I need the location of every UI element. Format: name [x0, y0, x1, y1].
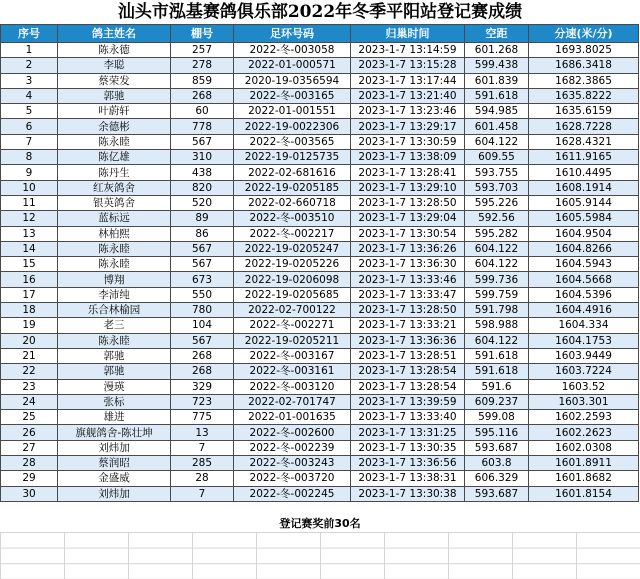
cell-rank: 22 — [1, 364, 58, 379]
cell-ring: 2022-冬-002600 — [234, 425, 351, 440]
cell-rank: 2 — [1, 58, 58, 73]
table-row — [1, 318, 639, 333]
cell-distance: 598.988 — [465, 318, 529, 333]
cell-arrival: 2023-1-7 13:29:04 — [351, 211, 465, 226]
cell-speed: 1604.334 — [529, 318, 639, 333]
cell-speed: 1605.5984 — [529, 211, 639, 226]
cell-speed: 1686.3418 — [529, 58, 639, 73]
cell-rank: 5 — [1, 104, 58, 119]
cell-ring: 2022-冬-003058 — [234, 43, 351, 58]
cell-rank: 19 — [1, 318, 58, 333]
cell-speed: 1635.6159 — [529, 104, 639, 119]
cell-distance: 594.985 — [465, 104, 529, 119]
cell-loft: 13 — [171, 425, 234, 440]
cell-rank: 17 — [1, 287, 58, 302]
cell-distance: 604.122 — [465, 241, 529, 256]
cell-ring: 2022-02-660718 — [234, 195, 351, 210]
cell-speed: 1602.0308 — [529, 440, 639, 455]
cell-arrival: 2023-1-7 13:36:26 — [351, 241, 465, 256]
cell-distance: 599.736 — [465, 272, 529, 287]
cell-owner: 郭驰 — [58, 364, 171, 379]
cell-speed: 1603.7224 — [529, 364, 639, 379]
cell-ring: 2022-冬-003167 — [234, 348, 351, 363]
cell-arrival: 2023-1-7 13:28:50 — [351, 195, 465, 210]
cell-owner: 陈永睦 — [58, 241, 171, 256]
table-row — [1, 394, 639, 409]
cell-speed: 1604.5943 — [529, 257, 639, 272]
cell-distance: 604.122 — [465, 257, 529, 272]
cell-speed: 1601.8682 — [529, 471, 639, 486]
table-row — [1, 348, 639, 363]
cell-arrival: 2023-1-7 13:29:10 — [351, 180, 465, 195]
cell-speed: 1635.8222 — [529, 88, 639, 103]
cell-rank: 23 — [1, 379, 58, 394]
cell-speed: 1601.8911 — [529, 456, 639, 471]
cell-distance: 599.08 — [465, 410, 529, 425]
cell-distance: 603.8 — [465, 456, 529, 471]
cell-loft: 775 — [171, 410, 234, 425]
table-row — [1, 287, 639, 302]
cell-speed: 1611.9165 — [529, 150, 639, 165]
cell-rank: 26 — [1, 425, 58, 440]
cell-speed: 1693.8025 — [529, 43, 639, 58]
footer-note: 登记赛奖前30名 — [279, 517, 361, 530]
cell-speed: 1628.4321 — [529, 134, 639, 149]
cell-rank: 1 — [1, 43, 58, 58]
cell-distance: 604.122 — [465, 134, 529, 149]
cell-owner: 陈永德 — [58, 43, 171, 58]
cell-owner: 银英鸽舍 — [58, 195, 171, 210]
cell-speed: 1604.1753 — [529, 333, 639, 348]
cell-distance: 591.618 — [465, 348, 529, 363]
table-row — [1, 410, 639, 425]
table-row — [1, 257, 639, 272]
cell-rank: 3 — [1, 73, 58, 88]
cell-arrival: 2023-1-7 13:30:54 — [351, 226, 465, 241]
cell-owner: 金盛威 — [58, 471, 171, 486]
cell-rank: 7 — [1, 134, 58, 149]
cell-ring: 2022-冬-003565 — [234, 134, 351, 149]
cell-owner: 雄进 — [58, 410, 171, 425]
cell-loft: 520 — [171, 195, 234, 210]
cell-speed: 1604.8266 — [529, 241, 639, 256]
cell-owner: 陈永睦 — [58, 333, 171, 348]
cell-owner: 余德彬 — [58, 119, 171, 134]
cell-loft: 859 — [171, 73, 234, 88]
cell-distance: 609.237 — [465, 394, 529, 409]
results-body — [1, 43, 639, 502]
cell-distance: 601.268 — [465, 43, 529, 58]
table-row — [1, 43, 639, 58]
cell-ring: 2022-冬-002245 — [234, 486, 351, 501]
cell-arrival: 2023-1-7 13:39:59 — [351, 394, 465, 409]
cell-owner: 蔡润昭 — [58, 456, 171, 471]
cell-loft: 7 — [171, 486, 234, 501]
cell-arrival: 2023-1-7 13:36:56 — [351, 456, 465, 471]
cell-ring: 2022-19-0205685 — [234, 287, 351, 302]
cell-ring: 2022-冬-002239 — [234, 440, 351, 455]
cell-distance: 599.438 — [465, 58, 529, 73]
header-loft: 棚号 — [171, 25, 234, 43]
cell-owner: 陈永睦 — [58, 257, 171, 272]
cell-loft: 268 — [171, 348, 234, 363]
header-rank: 序号 — [1, 25, 58, 43]
cell-speed: 1604.5396 — [529, 287, 639, 302]
cell-loft: 778 — [171, 119, 234, 134]
table-row — [1, 119, 639, 134]
cell-rank: 18 — [1, 303, 58, 318]
cell-speed: 1603.9449 — [529, 348, 639, 363]
cell-speed: 1603.301 — [529, 394, 639, 409]
cell-distance: 593.687 — [465, 486, 529, 501]
cell-loft: 673 — [171, 272, 234, 287]
cell-arrival: 2023-1-7 13:38:31 — [351, 471, 465, 486]
cell-speed: 1601.8154 — [529, 486, 639, 501]
cell-rank: 15 — [1, 257, 58, 272]
cell-rank: 12 — [1, 211, 58, 226]
cell-rank: 16 — [1, 272, 58, 287]
table-row — [1, 456, 639, 471]
cell-distance: 604.122 — [465, 333, 529, 348]
cell-distance: 593.755 — [465, 165, 529, 180]
cell-arrival: 2023-1-7 13:15:28 — [351, 58, 465, 73]
header-row — [1, 25, 639, 43]
cell-arrival: 2023-1-7 13:33:40 — [351, 410, 465, 425]
table-row — [1, 333, 639, 348]
cell-arrival: 2023-1-7 13:33:46 — [351, 272, 465, 287]
cell-distance: 601.839 — [465, 73, 529, 88]
cell-ring: 2022-02-681616 — [234, 165, 351, 180]
cell-speed: 1604.5668 — [529, 272, 639, 287]
cell-speed: 1602.2593 — [529, 410, 639, 425]
sheet-title: 汕头市泓基赛鸽俱乐部2022年冬季平阳站登记赛成绩 — [117, 2, 523, 22]
cell-arrival: 2023-1-7 13:28:54 — [351, 379, 465, 394]
cell-rank: 25 — [1, 410, 58, 425]
cell-arrival: 2023-1-7 13:30:38 — [351, 486, 465, 501]
cell-ring: 2022-19-0022306 — [234, 119, 351, 134]
cell-ring: 2022-19-0205226 — [234, 257, 351, 272]
header-speed: 分速(米/分) — [529, 25, 639, 43]
cell-ring: 2022-冬-003720 — [234, 471, 351, 486]
cell-rank: 10 — [1, 180, 58, 195]
cell-loft: 329 — [171, 379, 234, 394]
cell-arrival: 2023-1-7 13:36:36 — [351, 333, 465, 348]
cell-speed: 1682.3865 — [529, 73, 639, 88]
cell-arrival: 2023-1-7 13:31:25 — [351, 425, 465, 440]
cell-loft: 278 — [171, 58, 234, 73]
table-row — [1, 104, 639, 119]
cell-loft: 89 — [171, 211, 234, 226]
cell-rank: 29 — [1, 471, 58, 486]
cell-loft: 723 — [171, 394, 234, 409]
cell-loft: 567 — [171, 241, 234, 256]
cell-loft: 550 — [171, 287, 234, 302]
cell-distance: 591.618 — [465, 364, 529, 379]
cell-speed: 1610.4495 — [529, 165, 639, 180]
cell-owner: 红灰鸽舍 — [58, 180, 171, 195]
cell-ring: 2022-冬-002217 — [234, 226, 351, 241]
cell-loft: 268 — [171, 88, 234, 103]
cell-ring: 2022-冬-003510 — [234, 211, 351, 226]
cell-loft: 310 — [171, 150, 234, 165]
cell-distance: 601.458 — [465, 119, 529, 134]
cell-arrival: 2023-1-7 13:28:41 — [351, 165, 465, 180]
cell-speed: 1608.1914 — [529, 180, 639, 195]
cell-owner: 陈亿雄 — [58, 150, 171, 165]
cell-distance: 595.226 — [465, 195, 529, 210]
cell-arrival: 2023-1-7 13:21:40 — [351, 88, 465, 103]
cell-distance: 593.703 — [465, 180, 529, 195]
cell-rank: 28 — [1, 456, 58, 471]
cell-owner: 张标 — [58, 394, 171, 409]
cell-owner: 陈丹生 — [58, 165, 171, 180]
cell-loft: 28 — [171, 471, 234, 486]
cell-distance: 591.618 — [465, 88, 529, 103]
table-row — [1, 272, 639, 287]
cell-ring: 2022-冬-003161 — [234, 364, 351, 379]
table-row — [1, 241, 639, 256]
cell-owner: 李聪 — [58, 58, 171, 73]
table-row — [1, 425, 639, 440]
results-table — [0, 24, 639, 502]
cell-ring: 2022-19-0205211 — [234, 333, 351, 348]
cell-owner: 蓝标远 — [58, 211, 171, 226]
cell-arrival: 2023-1-7 13:28:51 — [351, 348, 465, 363]
cell-owner: 刘炜加 — [58, 440, 171, 455]
table-row — [1, 134, 639, 149]
cell-distance: 595.282 — [465, 226, 529, 241]
cell-loft: 820 — [171, 180, 234, 195]
cell-rank: 24 — [1, 394, 58, 409]
table-row — [1, 379, 639, 394]
cell-ring: 2022-01-000571 — [234, 58, 351, 73]
cell-rank: 27 — [1, 440, 58, 455]
cell-distance: 592.56 — [465, 211, 529, 226]
cell-distance: 609.55 — [465, 150, 529, 165]
table-row — [1, 303, 639, 318]
cell-arrival: 2023-1-7 13:14:59 — [351, 43, 465, 58]
table-row — [1, 440, 639, 455]
cell-owner: 乐合林榆园 — [58, 303, 171, 318]
cell-arrival: 2023-1-7 13:30:59 — [351, 134, 465, 149]
cell-loft: 438 — [171, 165, 234, 180]
table-row — [1, 364, 639, 379]
cell-distance: 595.116 — [465, 425, 529, 440]
cell-ring: 2022-01-001635 — [234, 410, 351, 425]
table-row — [1, 471, 639, 486]
cell-loft: 104 — [171, 318, 234, 333]
cell-owner: 刘炜加 — [58, 486, 171, 501]
table-row — [1, 58, 639, 73]
cell-loft: 567 — [171, 134, 234, 149]
cell-ring: 2020-19-0356594 — [234, 73, 351, 88]
cell-rank: 11 — [1, 195, 58, 210]
cell-owner: 博翔 — [58, 272, 171, 287]
cell-rank: 14 — [1, 241, 58, 256]
table-row — [1, 180, 639, 195]
cell-ring: 2022-19-0205247 — [234, 241, 351, 256]
cell-arrival: 2023-1-7 13:28:50 — [351, 303, 465, 318]
cell-loft: 780 — [171, 303, 234, 318]
cell-speed: 1602.2623 — [529, 425, 639, 440]
cell-speed: 1604.4916 — [529, 303, 639, 318]
cell-owner: 漫瑛 — [58, 379, 171, 394]
cell-loft: 268 — [171, 364, 234, 379]
cell-ring: 2022-19-0205185 — [234, 180, 351, 195]
cell-ring: 2022-19-0125735 — [234, 150, 351, 165]
cell-owner: 叶蔚轩 — [58, 104, 171, 119]
cell-owner: 蔡荣发 — [58, 73, 171, 88]
cell-distance: 591.798 — [465, 303, 529, 318]
cell-speed: 1604.9504 — [529, 226, 639, 241]
table-row — [1, 195, 639, 210]
cell-rank: 30 — [1, 486, 58, 501]
cell-rank: 20 — [1, 333, 58, 348]
cell-ring: 2022-19-0206098 — [234, 272, 351, 287]
cell-owner: 林柏熙 — [58, 226, 171, 241]
table-row — [1, 486, 639, 501]
cell-arrival: 2023-1-7 13:28:54 — [351, 364, 465, 379]
header-ring: 足环号码 — [234, 25, 351, 43]
cell-rank: 6 — [1, 119, 58, 134]
cell-loft: 567 — [171, 257, 234, 272]
cell-ring: 2022-02-701747 — [234, 394, 351, 409]
table-row — [1, 226, 639, 241]
cell-speed: 1628.7228 — [529, 119, 639, 134]
cell-distance: 591.6 — [465, 379, 529, 394]
cell-owner: 旗舰鸽舍-陈壮坤 — [58, 425, 171, 440]
cell-rank: 21 — [1, 348, 58, 363]
cell-speed: 1605.9144 — [529, 195, 639, 210]
cell-owner: 郭驰 — [58, 88, 171, 103]
cell-distance: 599.759 — [465, 287, 529, 302]
table-row — [1, 150, 639, 165]
cell-rank: 9 — [1, 165, 58, 180]
cell-distance: 606.329 — [465, 471, 529, 486]
cell-owner: 老三 — [58, 318, 171, 333]
table-row — [1, 73, 639, 88]
table-row — [1, 88, 639, 103]
cell-loft: 257 — [171, 43, 234, 58]
cell-loft: 60 — [171, 104, 234, 119]
cell-loft: 7 — [171, 440, 234, 455]
cell-owner: 陈永睦 — [58, 134, 171, 149]
cell-arrival: 2023-1-7 13:30:35 — [351, 440, 465, 455]
cell-speed: 1603.52 — [529, 379, 639, 394]
header-owner: 鸽主姓名 — [58, 25, 171, 43]
cell-arrival: 2023-1-7 13:33:47 — [351, 287, 465, 302]
cell-ring: 2022-冬-003120 — [234, 379, 351, 394]
header-distance: 空距 — [465, 25, 529, 43]
cell-ring: 2022-冬-003165 — [234, 88, 351, 103]
cell-loft: 285 — [171, 456, 234, 471]
table-row — [1, 211, 639, 226]
cell-rank: 4 — [1, 88, 58, 103]
cell-arrival: 2023-1-7 13:23:46 — [351, 104, 465, 119]
cell-ring: 2022-02-700122 — [234, 303, 351, 318]
table-row — [1, 165, 639, 180]
cell-ring: 2022-冬-003243 — [234, 456, 351, 471]
cell-distance: 593.687 — [465, 440, 529, 455]
cell-arrival: 2023-1-7 13:36:30 — [351, 257, 465, 272]
header-arrival: 归巢时间 — [351, 25, 465, 43]
cell-ring: 2022-冬-002271 — [234, 318, 351, 333]
cell-arrival: 2023-1-7 13:29:17 — [351, 119, 465, 134]
cell-arrival: 2023-1-7 13:33:21 — [351, 318, 465, 333]
cell-rank: 13 — [1, 226, 58, 241]
cell-ring: 2022-01-001551 — [234, 104, 351, 119]
empty-grid-area — [0, 532, 640, 579]
cell-loft: 86 — [171, 226, 234, 241]
cell-arrival: 2023-1-7 13:17:44 — [351, 73, 465, 88]
cell-loft: 567 — [171, 333, 234, 348]
cell-owner: 郭驰 — [58, 348, 171, 363]
cell-rank: 8 — [1, 150, 58, 165]
cell-owner: 李沛纯 — [58, 287, 171, 302]
cell-arrival: 2023-1-7 13:38:09 — [351, 150, 465, 165]
